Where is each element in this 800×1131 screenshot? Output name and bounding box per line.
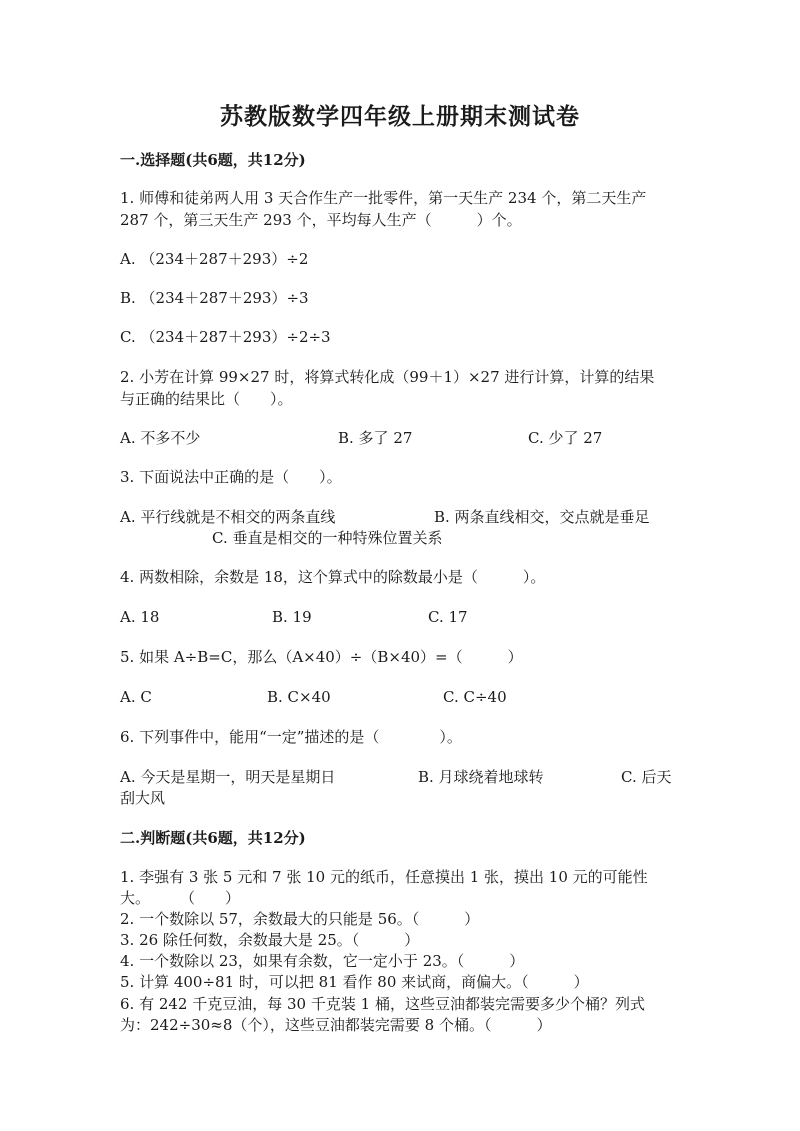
judgement-item-4: 4. 一个数除以 23，如果有余数，它一定小于 23。（ ）: [120, 952, 525, 970]
question-6-option-a: A. 今天是星期一，明天是星期日: [120, 768, 336, 786]
section-heading-choice: 一.选择题(共6题，共12分): [120, 151, 306, 169]
question-2-text-line1: 2. 小芳在计算 99×27 时，将算式转化成（99＋1）×27 进行计算，计算的结果: [120, 368, 655, 386]
question-5-option-c: C. C÷40: [443, 688, 507, 706]
question-4-option-b: B. 19: [272, 608, 312, 626]
question-1-text-line2: 287 个，第三天生产 293 个，平均每人生产（ ）个。: [120, 211, 522, 229]
question-1-option-c: C. （234＋287＋293）÷2÷3: [120, 328, 331, 346]
question-3-option-c: C. 垂直是相交的一种特殊位置关系: [212, 529, 443, 547]
question-4-text: 4. 两数相除，余数是 18，这个算式中的除数最小是（ ）。: [120, 568, 546, 586]
question-6-option-b: B. 月球绕着地球转: [418, 768, 544, 786]
judgement-item-3: 3. 26 除任何数，余数最大是 25。（ ）: [120, 931, 420, 949]
question-4-option-a: A. 18: [120, 608, 160, 626]
question-6-text: 6. 下列事件中，能用“一定”描述的是（ ）。: [120, 728, 462, 746]
question-1-option-a: A. （234＋287＋293）÷2: [120, 250, 309, 268]
question-6-option-c: C. 后天: [621, 768, 672, 786]
question-1-text-line1: 1. 师傅和徒弟两人用 3 天合作生产一批零件，第一天生产 234 个，第二天生产: [120, 189, 647, 207]
question-2-option-a: A. 不多不少: [120, 429, 201, 447]
judgement-item-6-line1: 6. 有 242 千克豆油，每 30 千克装 1 桶，这些豆油都装完需要多少个桶？列式: [120, 995, 645, 1013]
page-title: 苏教版数学四年级上册期末测试卷: [220, 103, 580, 130]
judgement-item-1-line1: 1. 李强有 3 张 5 元和 7 张 10 元的纸币，任意摸出 1 张，摸出 10 元的可能性: [120, 868, 648, 886]
question-3-option-a: A. 平行线就是不相交的两条直线: [120, 508, 336, 526]
question-3-text: 3. 下面说法中正确的是（ ）。: [120, 468, 342, 486]
judgement-item-2: 2. 一个数除以 57，余数最大的只能是 56。（ ）: [120, 910, 480, 928]
question-1-option-b: B. （234＋287＋293）÷3: [120, 289, 309, 307]
question-6-option-c-continued: 刮大风: [120, 789, 166, 807]
judgement-item-6-line2: 为：242÷30≈8（个），这些豆油都装完需要 8 个桶。（ ）: [120, 1016, 552, 1034]
question-5-text: 5. 如果 A÷B=C，那么（A×40）÷（B×40）=（ ）: [120, 648, 523, 666]
question-5-option-b: B. C×40: [267, 688, 331, 706]
question-3-option-b: B. 两条直线相交，交点就是垂足: [434, 508, 650, 526]
judgement-item-5: 5. 计算 400÷81 时，可以把 81 看作 80 来试商，商偏大。（ ）: [120, 973, 589, 991]
question-2-text-line2: 与正确的结果比（ ）。: [120, 390, 293, 408]
judgement-item-1-line2: 大。 （ ）: [120, 889, 241, 907]
question-2-option-b: B. 多了 27: [338, 429, 413, 447]
question-2-option-c: C. 少了 27: [528, 429, 603, 447]
section-heading-judgement: 二.判断题(共6题，共12分): [120, 829, 306, 847]
question-5-option-a: A. C: [120, 688, 152, 706]
question-4-option-c: C. 17: [428, 608, 468, 626]
